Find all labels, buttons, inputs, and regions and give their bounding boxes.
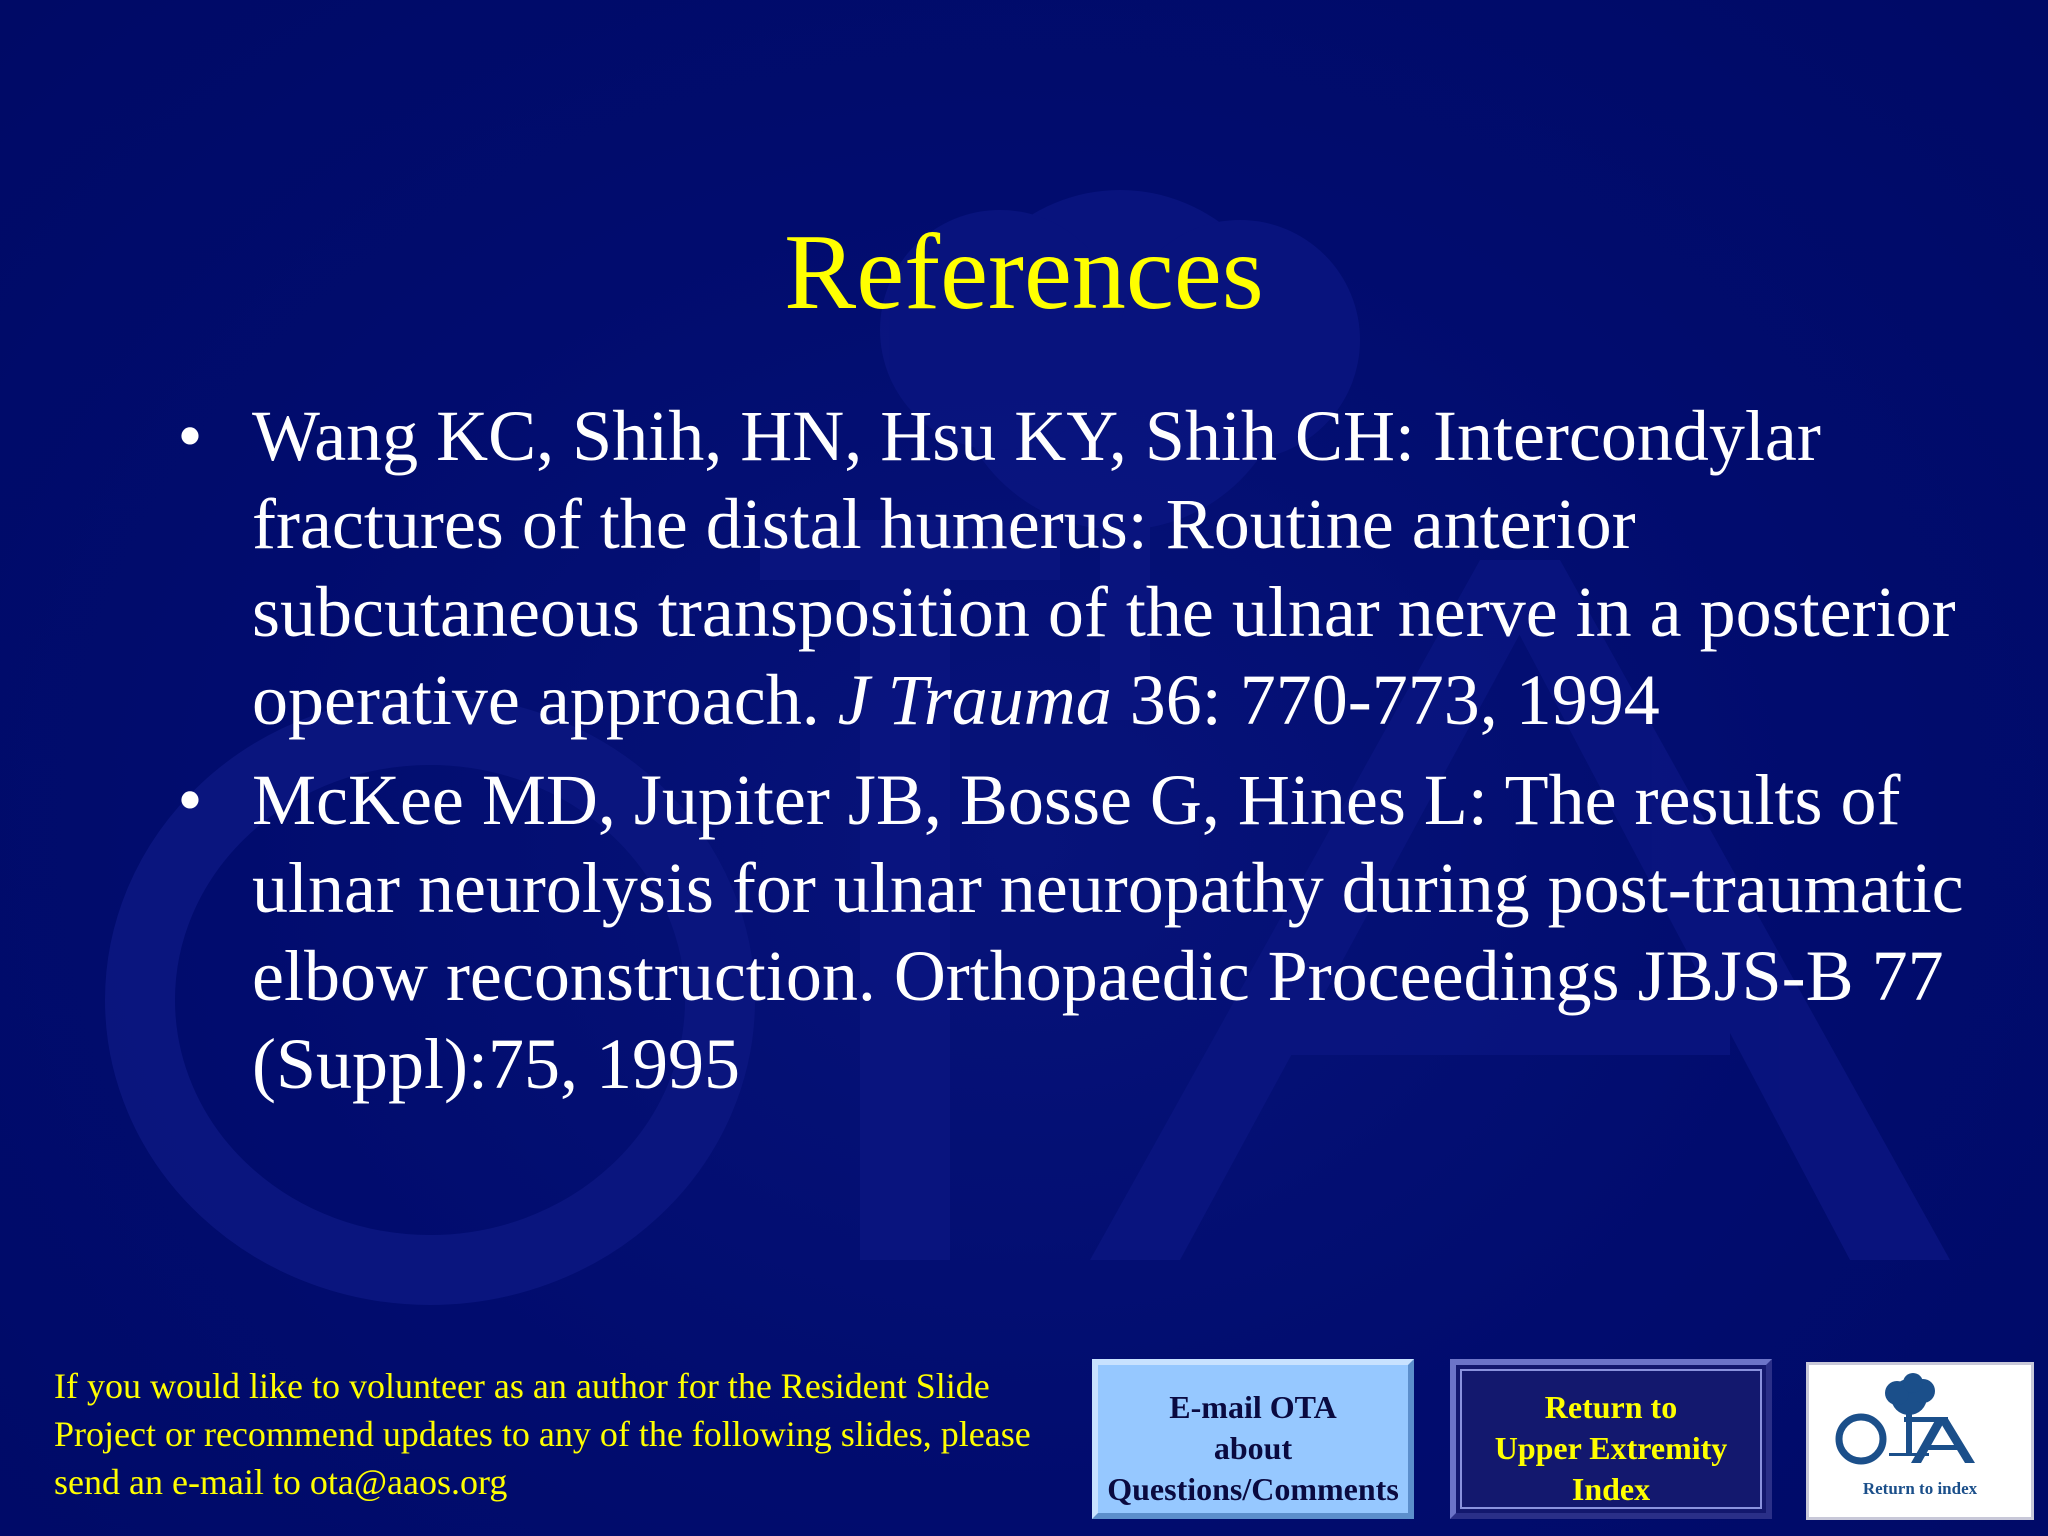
return-button-line: Upper Extremity <box>1494 1430 1728 1466</box>
slide-title: References <box>784 213 1264 332</box>
return-upper-extremity-index-button[interactable] <box>1450 1359 1772 1519</box>
email-ota-button[interactable] <box>1092 1359 1414 1519</box>
email-button-line: about <box>1213 1430 1293 1466</box>
reference-text: Wang KC, Shih, HN, Hsu KY, Shih CH: Intercondylar fractures of the distal humerus: Routine anterior subcutaneous transposition of the ulnar nerve in a posterior operative approach. <box>252 396 1956 740</box>
bullet-marker: • <box>177 396 203 476</box>
email-button-line: Questions/Comments <box>1107 1471 1399 1507</box>
volunteer-note: If you would like to volunteer as an author for the Resident Slide Project or recommend updates to any of the following slides, please send an e-mail to ota@aaos.org <box>54 1366 1031 1502</box>
ota-tree-logo-icon <box>1809 1367 2031 1477</box>
reference-item <box>170 756 2010 1108</box>
reference-citation: 36: 770-773, 1994 <box>1111 660 1660 740</box>
ota-logo-return-link[interactable] <box>1806 1362 2034 1520</box>
bullet-marker: • <box>177 760 203 840</box>
journal-name: J Trauma <box>837 660 1112 740</box>
reference-text: McKee MD, Jupiter JB, Bosse G, Hines L: The results of ulnar neurolysis for ulnar neuropathy during post-traumatic elbow reconstruction. Orthopaedic Proceedings JBJS-B 77 (Suppl):75, 1995 <box>252 760 1964 1104</box>
reference-item <box>170 392 2010 744</box>
return-button-line: Return to <box>1544 1389 1678 1425</box>
reference-list <box>170 392 2010 1120</box>
email-button-line: E-mail OTA <box>1169 1389 1337 1425</box>
return-button-line: Index <box>1571 1471 1651 1507</box>
logo-caption: Return to index <box>1862 1479 1978 1498</box>
